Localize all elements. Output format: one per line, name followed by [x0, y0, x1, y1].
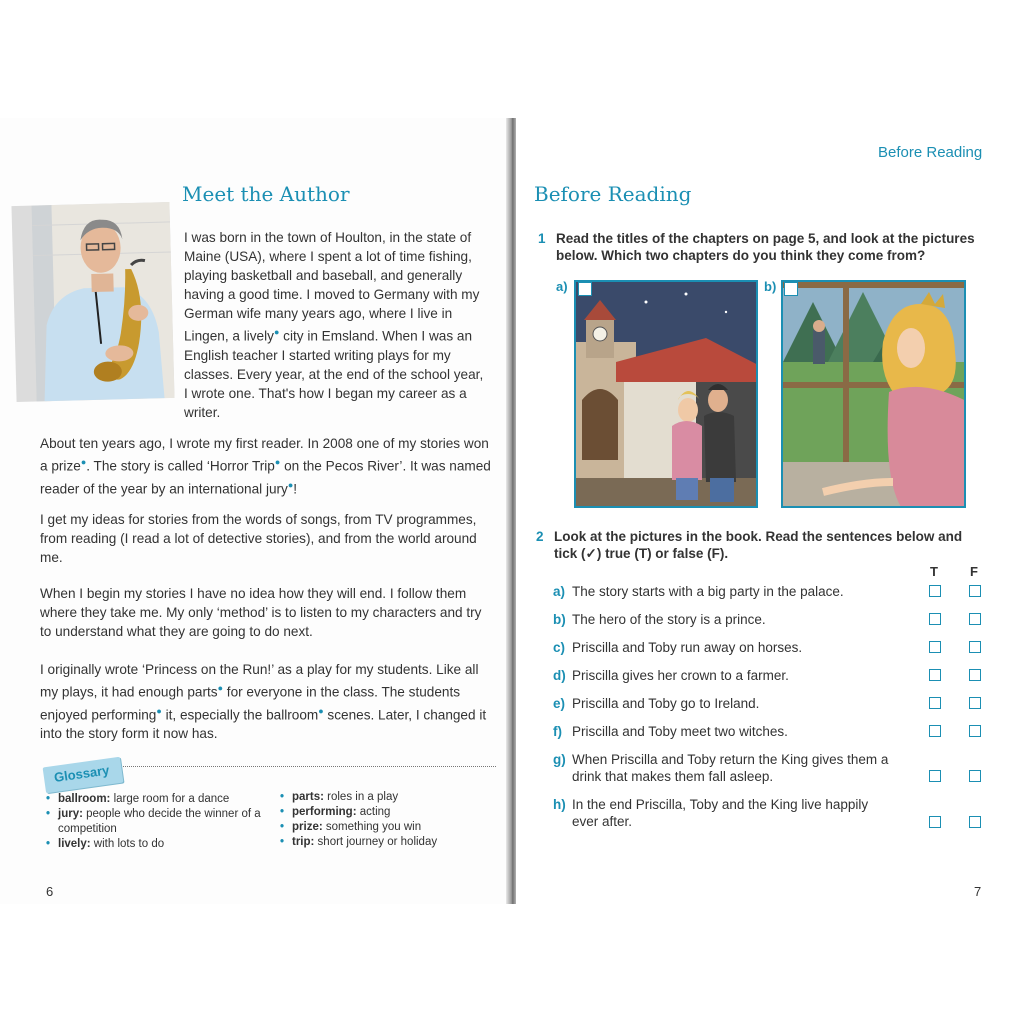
glossary-definition: large room for a dance [110, 793, 230, 805]
p4-text-c: it, especially the ballroom [161, 707, 319, 723]
statement-label: h) [553, 797, 566, 812]
statement-label: b) [553, 612, 566, 627]
statement-e [553, 695, 943, 712]
castle-courtyard-illustration [576, 282, 758, 508]
question-text: Look at the pictures in the book. Read the sentences below and tick (✓) true (T) or false (F). [554, 529, 963, 561]
glossary-term: ballroom: [58, 793, 111, 805]
statement-h [553, 796, 893, 830]
intro-text: I was born in the town of Houlton, in the state of Maine (USA), where I spent a lot of time fishing, playing basketball and baseball, and generally having a good time. I moved to Germany with my German wife many years ago, where I live in Lingen, a lively [184, 230, 480, 344]
glossary-definition: people who decide the winner of a competition [58, 808, 261, 835]
glossary-item [280, 790, 480, 805]
page-number-left: 6 [46, 884, 54, 899]
false-column-header: F [970, 564, 978, 579]
book-spread [0, 118, 1024, 904]
glossary-term: parts: [292, 791, 324, 803]
window-princess-illustration [783, 282, 966, 508]
false-checkbox[interactable] [969, 770, 981, 782]
author-photo [11, 202, 174, 402]
glossary-list-left [46, 792, 266, 852]
picture-b-checkbox[interactable] [784, 282, 798, 296]
glossary-dot-icon: ● [273, 327, 280, 337]
statement-label: f) [553, 724, 562, 739]
true-checkbox[interactable] [929, 816, 941, 828]
statement-text: Priscilla and Toby meet two witches. [572, 724, 788, 739]
false-checkbox[interactable] [969, 613, 981, 625]
glossary-definition: acting [356, 806, 391, 818]
glossary-item [280, 835, 480, 850]
running-head: Before Reading [878, 144, 983, 161]
glossary-item [46, 807, 266, 837]
glossary-dot-icon: ● [318, 705, 324, 716]
question-2 [536, 528, 988, 562]
true-checkbox[interactable] [929, 770, 941, 782]
glossary-tag [43, 757, 124, 794]
statement-text: When Priscilla and Toby return the King gives them a drink that makes them fall asleep. [572, 752, 889, 784]
p1-text-c: on the Pecos River’. It was named reader of the year by an international jury [40, 458, 491, 497]
glossary-dot-icon: ● [156, 705, 162, 716]
paragraph-method: When I begin my stories I have no idea how they will end. I follow them where they take me. My only ‘method’ is to listen to my characters and try to understand what they are going to do next. [40, 586, 482, 639]
glossary-definition: with lots to do [90, 838, 165, 850]
page-number-right: 7 [974, 884, 982, 899]
glossary-divider [120, 766, 496, 767]
glossary-definition: short journey or holiday [314, 836, 438, 848]
statement-text: Priscilla and Toby run away on horses. [572, 640, 803, 655]
true-checkbox[interactable] [929, 585, 941, 597]
question-number: 2 [536, 529, 544, 544]
glossary-definition: something you win [322, 821, 422, 833]
picture-a-label: a) [556, 279, 568, 294]
glossary-item [46, 837, 266, 852]
glossary-dot-icon: ● [80, 457, 87, 467]
picture-b [781, 280, 966, 508]
question-number: 1 [538, 231, 546, 246]
statement-text: In the end Priscilla, Toby and the King live happily ever after. [572, 797, 869, 829]
right-page [516, 118, 1024, 904]
true-checkbox[interactable] [929, 697, 941, 709]
p4-text-a: I originally wrote ‘Princess on the Run!’ as a play for my students. Like all my plays, it had enough parts [40, 662, 479, 700]
statement-text: The story starts with a big party in the palace. [572, 584, 844, 599]
glossary-dot-icon: ● [217, 683, 224, 693]
p1-text-d: ! [293, 481, 298, 497]
glossary-item [280, 805, 480, 820]
left-page [0, 118, 508, 904]
p1-text-a: About ten years ago, I wrote my first reader. In 2008 one of my stories won a prize [40, 436, 489, 474]
glossary-definition: roles in a play [323, 791, 399, 803]
p1-text-b: . The story is called ‘Horror Trip [86, 458, 275, 474]
statement-g [553, 751, 893, 785]
statement-label: a) [553, 584, 566, 599]
question-text: Read the titles of the chapters on page 5, and look at the pictures below. Which two chapters do you think they come from? [556, 231, 975, 263]
before-reading-heading: Before Reading [534, 182, 692, 206]
statement-a [553, 583, 943, 600]
glossary-term: performing: [292, 806, 357, 818]
true-checkbox[interactable] [929, 641, 941, 653]
intro-text-end: city in Emsland. When I was an English teacher I started writing plays for my classes. Every year, at the end of the school year, I wrote one. That's how I began my career as a writer. [184, 328, 484, 420]
false-checkbox[interactable] [969, 816, 981, 828]
author-saxophone-illustration [31, 202, 174, 402]
statement-label: e) [553, 696, 566, 711]
statement-text: Priscilla gives her crown to a farmer. [572, 668, 789, 683]
glossary-item [280, 820, 480, 835]
true-checkbox[interactable] [929, 613, 941, 625]
statement-text: The hero of the story is a prince. [572, 612, 766, 627]
glossary-item [46, 792, 266, 807]
paragraph-origin [40, 660, 492, 743]
statement-label: c) [553, 640, 566, 655]
statement-label: d) [553, 668, 566, 683]
paragraph-first-reader [40, 434, 492, 498]
author-heading: Meet the Author [182, 182, 350, 206]
glossary-term: lively: [58, 838, 91, 850]
glossary-term: trip: [292, 836, 315, 848]
statement-d [553, 667, 943, 684]
picture-b-label: b) [764, 279, 777, 294]
statement-text: Priscilla and Toby go to Ireland. [572, 696, 760, 711]
paragraph-ideas: I get my ideas for stories from the words of songs, from TV programmes, from reading (I read a lot of detective stories), and from the world around me. [40, 512, 477, 565]
false-checkbox[interactable] [969, 697, 981, 709]
statement-label: g) [553, 752, 566, 767]
glossary-term: jury: [58, 808, 83, 820]
glossary-term: prize: [292, 821, 323, 833]
true-checkbox[interactable] [929, 669, 941, 681]
glossary-dot-icon: ● [274, 457, 281, 467]
picture-a-checkbox[interactable] [578, 282, 592, 296]
false-checkbox[interactable] [969, 585, 981, 597]
true-column-header: T [930, 564, 938, 579]
false-checkbox[interactable] [969, 725, 981, 737]
statement-f [553, 723, 943, 740]
statement-c [553, 639, 943, 656]
glossary-dot-icon: ● [287, 479, 294, 490]
p4-text-d: scenes. Later, I changed it into the story form it now has. [40, 707, 487, 742]
false-checkbox[interactable] [969, 641, 981, 653]
true-checkbox[interactable] [929, 725, 941, 737]
intro-paragraph [184, 228, 490, 422]
p4-text-b: for everyone in the class. The students enjoyed performing [40, 684, 461, 723]
statement-b [553, 611, 943, 628]
question-1 [538, 230, 988, 264]
picture-a [574, 280, 758, 508]
glossary-list-right [280, 790, 480, 850]
glossary-label: Glossary [53, 762, 111, 785]
false-checkbox[interactable] [969, 669, 981, 681]
